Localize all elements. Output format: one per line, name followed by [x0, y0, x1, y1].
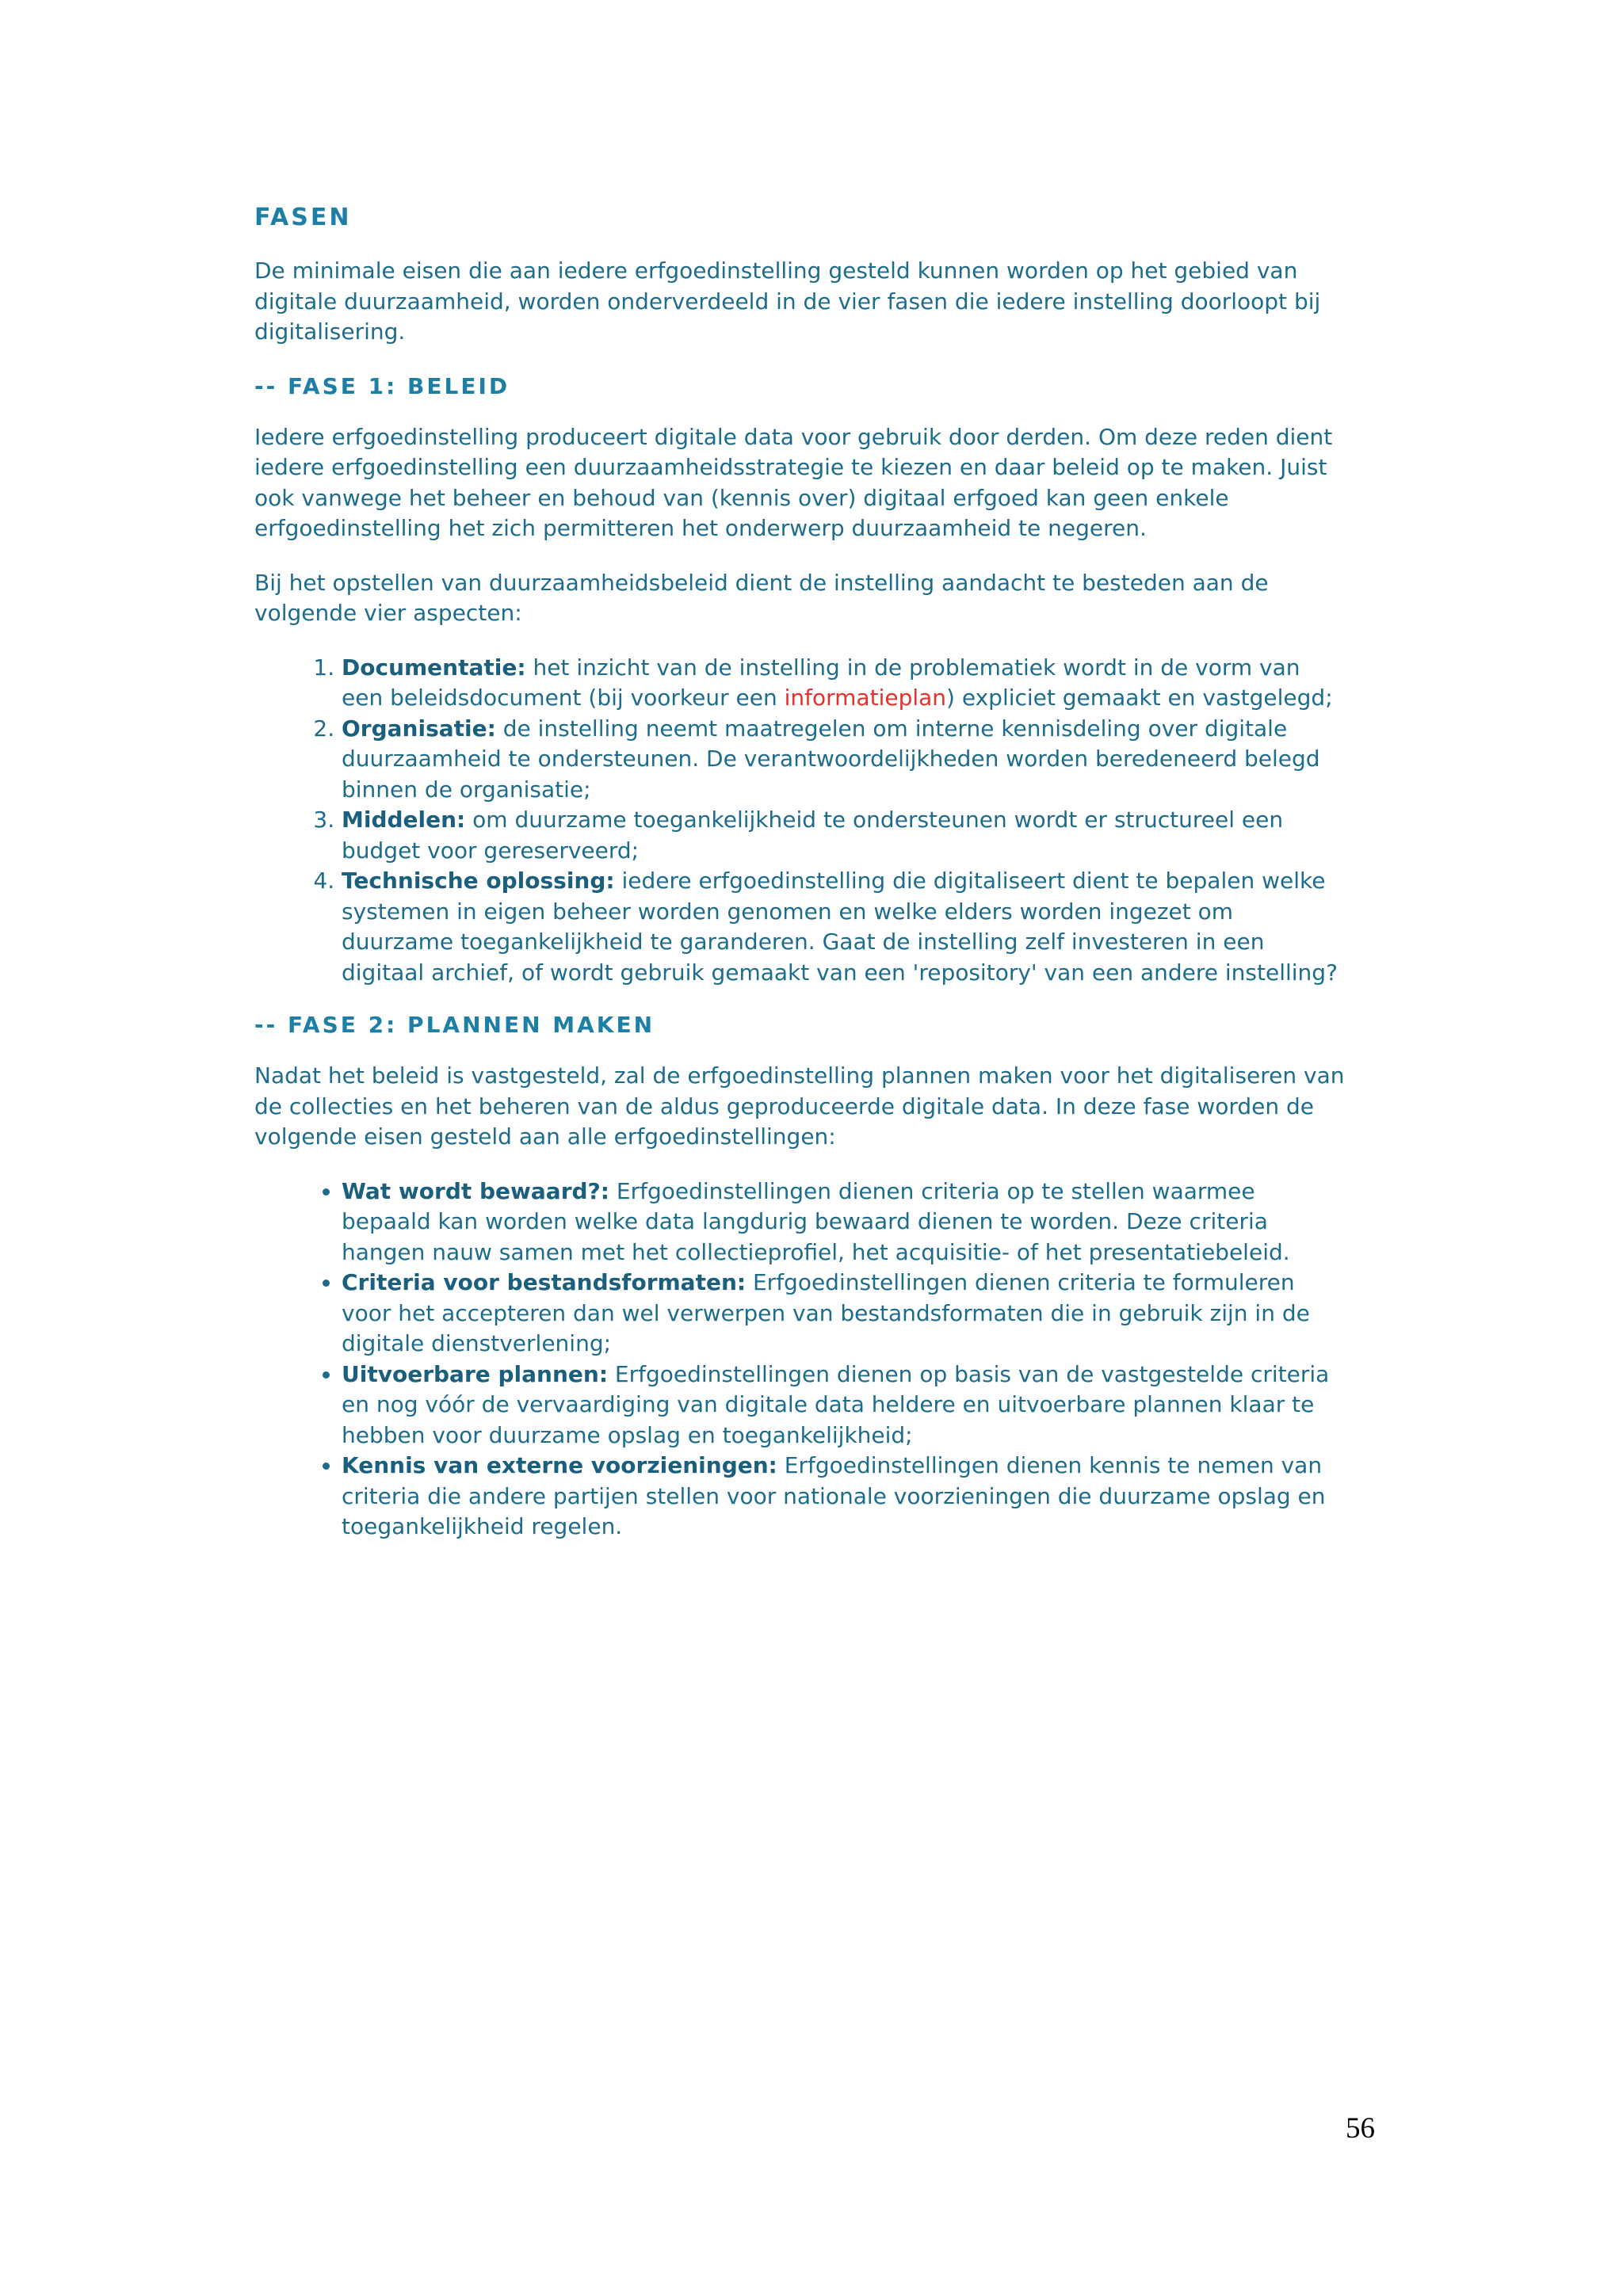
fase1-item-text: de instelling neemt maatregelen om interne kennisdeling over digitale duurzaamheid te ondersteunen. De verantwoordelijkheden worden beredeneerd belegd binnen de organisatie;	[342, 715, 1320, 803]
fase1-item-term: Technische oplossing:	[342, 868, 615, 894]
fase1-item-documentatie	[342, 653, 1348, 714]
fase2-requirements-list	[254, 1177, 1348, 1543]
fase2-item-text: Erfgoedinstellingen dienen op basis van de vastgestelde criteria en nog vóór de vervaardiging van digitale data heldere en uitvoerbare plannen klaar te hebben voor duurzame opslag en toegankelijkheid;	[342, 1360, 1330, 1448]
fase1-item-text-before-link: het inzicht van de instelling in de problematiek wordt in de vorm van een beleidsdocument (bij voorkeur een	[342, 654, 1300, 711]
fase1-paragraph-1: Iedere erfgoedinstelling produceert digitale data voor gebruik door derden. Om deze reden dient iedere erfgoedinstelling een duurzaamheidsstrategie te kiezen en daar beleid op te maken. Juist ook vanwege het beheer en behoud van (kennis over) digitaal erfgoed kan geen enkele erfgoedinstelling het zich permitteren het onderwerp duurzaamheid te negeren.	[254, 423, 1333, 541]
fase1-item-term: Middelen:	[342, 807, 466, 833]
section-heading-fasen: FASEN	[254, 204, 352, 231]
fase2-heading: -- FASE 2: PLANNEN MAKEN	[254, 1012, 655, 1038]
fase2-item-uitvoerbare-plannen	[342, 1360, 1348, 1451]
fase1-heading: -- FASE 1: BELEID	[254, 372, 510, 399]
informatieplan-link[interactable]: informatieplan	[784, 685, 947, 711]
fase2-item-kennis-externe-voorzieningen	[342, 1451, 1348, 1543]
fase2-paragraph-1: Nadat het beleid is vastgesteld, zal de erfgoedinstelling plannen maken voor het digitaliseren van de collecties en het beheren van de aldus geproduceerde digitale data. In deze fase worden de volgende eisen gesteld aan alle erfgoedinstellingen:	[254, 1062, 1345, 1150]
fase2-item-text: Erfgoedinstellingen dienen criteria te formuleren voor het accepteren dan wel verwerpen van bestandsformaten die in gebruik zijn in de digitale dienstverlening;	[342, 1269, 1310, 1356]
fase1-item-text: iedere erfgoedinstelling die digitaliseert dient te bepalen welke systemen in eigen beheer worden genomen en welke elders worden ingezet om duurzame toegankelijkheid te garanderen. Gaat de instelling zelf investeren in een digitaal archief, of wordt gebruik gemaakt van een 'repository' van een andere instelling?	[342, 868, 1338, 986]
fase2-item-text: Erfgoedinstellingen dienen kennis te nemen van criteria die andere partijen stellen voor nationale voorzieningen die duurzame opslag en toegankelijkheid regelen.	[342, 1452, 1326, 1539]
fase1-item-middelen	[342, 805, 1348, 866]
fase2-item-text: Erfgoedinstellingen dienen criteria op te stellen waarmee bepaald kan worden welke data langdurig bewaard dienen te worden. Deze criteria hangen nauw samen met het collectieprofiel, het acquisitie- of het presentatiebeleid.	[342, 1177, 1290, 1265]
fase1-item-organisatie	[342, 714, 1348, 806]
fase2-item-term: Wat wordt bewaard?:	[342, 1177, 609, 1204]
page-number: 56	[1346, 2112, 1375, 2145]
fase1-item-text: om duurzame toegankelijkheid te ondersteunen wordt er structureel een budget voor gereserveerd;	[342, 807, 1284, 864]
intro-paragraph: De minimale eisen die aan iedere erfgoedinstelling gesteld kunnen worden op het gebied van digitale duurzaamheid, worden onderverdeeld in de vier fasen die iedere instelling doorloopt bij digitalisering.	[254, 257, 1321, 345]
document-body	[254, 202, 1348, 1565]
fase1-item-technische-oplossing	[342, 866, 1348, 988]
fase2-item-term: Kennis van externe voorzieningen:	[342, 1452, 777, 1478]
fase1-item-text-after-link: ) expliciet gemaakt en vastgelegd;	[946, 685, 1333, 711]
fase2-item-criteria-bestandsformaten	[342, 1268, 1348, 1360]
fase2-item-wat-wordt-bewaard	[342, 1177, 1348, 1268]
fase2-item-term: Uitvoerbare plannen:	[342, 1360, 609, 1387]
fase1-aspects-list	[254, 653, 1348, 989]
fase2-item-term: Criteria voor bestandsformaten:	[342, 1269, 747, 1295]
fase1-item-term: Organisatie:	[342, 715, 496, 742]
fase1-item-term: Documentatie:	[342, 654, 526, 681]
fase1-paragraph-2: Bij het opstellen van duurzaamheidsbeleid dient de instelling aandacht te besteden aan de volgende vier aspecten:	[254, 569, 1269, 626]
